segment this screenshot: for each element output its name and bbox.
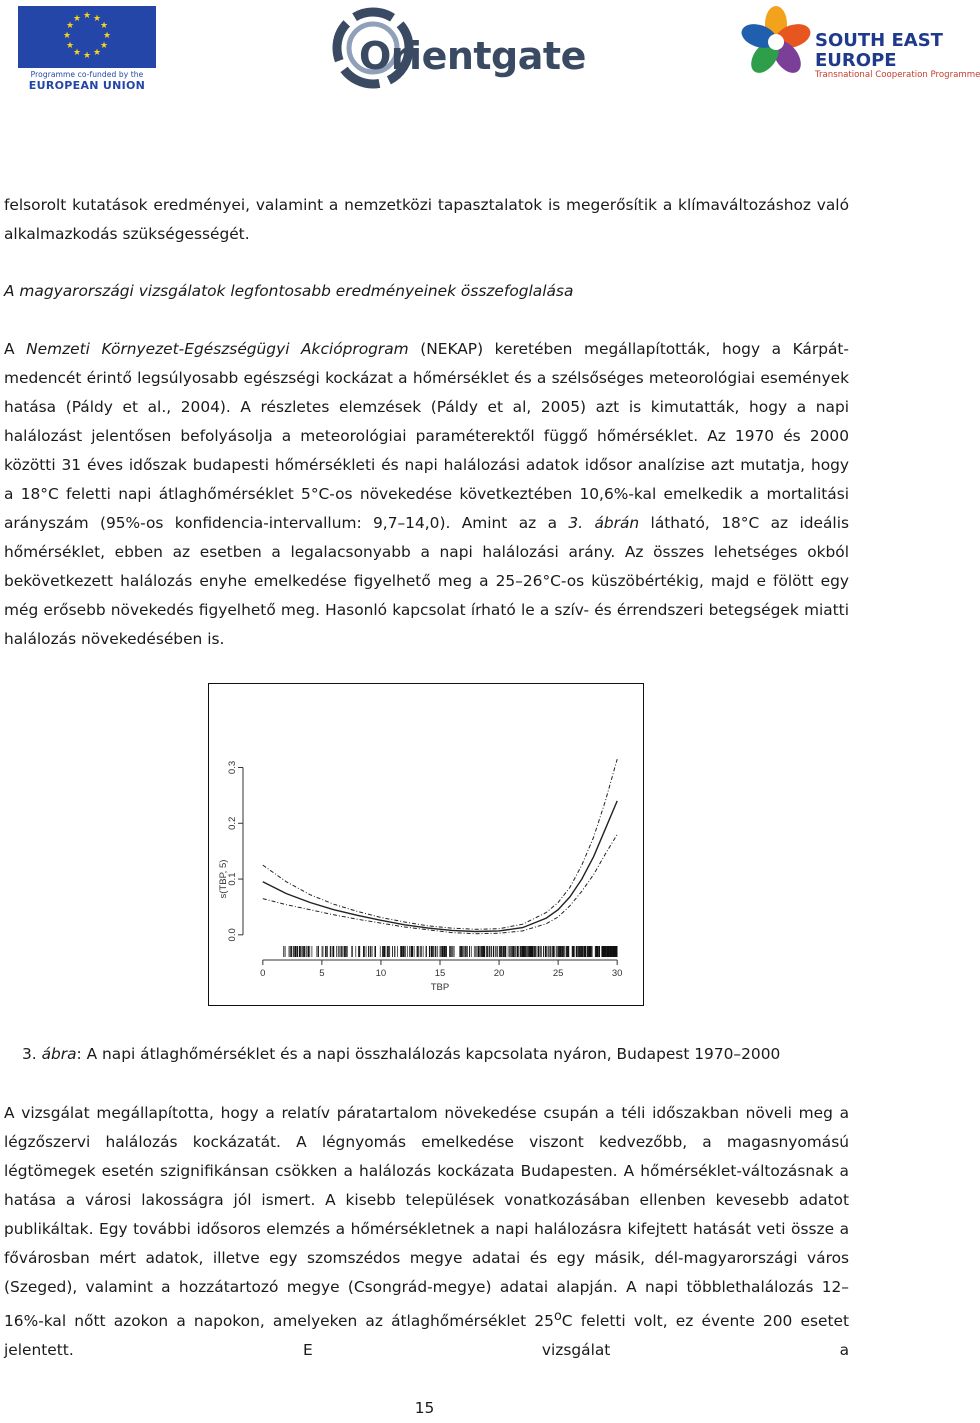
svg-text:★: ★ (82, 51, 92, 61)
see-flower-icon (740, 2, 812, 90)
figure-caption (22, 1040, 780, 1069)
orientgate-wordmark: Orientgate (359, 34, 586, 78)
eu-logo (18, 6, 156, 91)
x-tick-label: 5 (319, 968, 325, 979)
eu-caption-line2: EUROPEAN UNION (28, 79, 146, 92)
see-logo (740, 2, 980, 92)
x-tick-label: 10 (375, 968, 387, 979)
y-tick-label: 0.3 (227, 760, 238, 775)
orientgate-logo (333, 4, 586, 92)
paragraph-3 (4, 1099, 849, 1365)
x-tick-label: 30 (611, 968, 623, 979)
y-tick-label: 0.1 (227, 872, 238, 886)
p3-body: A vizsgálat megállapította, hogy a relatív páratartalom növekedése csupán a téli időszakban növeli meg a légzőszervi halálozás kockázatát. A légnyomás emelkedése viszont kedvezőbb, a magasnyomású légtömegek esetén szignifikánsan csökken a halálozás kockázata Budapesten. A hőmérséklet-változásnak a hatása a városi lakosságra jól ismert. A kisebb települések vonatkozásában ellenben kevesebb adatot publikáltak. Egy további idősoros elemzés a hőmérsékletnek a napi halálozásra kifejtett hatását veti össze a fővárosban mért adatok, illetve egy szomszédos megye adatai és egy másik, dél-magyarországi város (Szeged), valamint a hozzátartozó megye (Csongrád-megye) adatai alapján. A napi többlethalálozás 12–16%-kal nőtt azokon a napokon, amelyeken az átlaghőmérséklet 25 (4, 1104, 849, 1331)
x-tick-label: 25 (552, 968, 564, 979)
svg-text:★: ★ (99, 21, 109, 31)
svg-text:★: ★ (99, 41, 109, 51)
svg-text:★: ★ (92, 14, 102, 24)
x-tick-label: 15 (434, 968, 446, 979)
p2-program-name: Nemzeti Környezet-Egészségügyi Akcióprogram (26, 340, 409, 358)
y-tick-label: 0.0 (227, 928, 238, 942)
p2-body-end: látható, 18°C az ideális hőmérséklet, ebben az esetben a legalacsonyabb a napi halálozási arány. Az összes lehetséges okból bekövetkezett halálozás enyhe emelkedése figyelhető meg a 25–26°C-os küszöbértékig, majd e fölött egy még erősebb növekedés figyelhető meg. Hasonló kapcsolat írható le a szív- és érrendszeri betegségek miatti halálozás növekedésében is. (4, 514, 849, 648)
figure-temperature-mortality-chart (208, 683, 644, 1006)
see-subtitle: Transnational Cooperation Programme (815, 70, 980, 80)
paragraph-2 (4, 335, 849, 654)
svg-text:★: ★ (65, 21, 75, 31)
caption-text: : A napi átlaghőmérséklet és a napi összhalálozás kapcsolata nyáron, Budapest 1970–2000 (76, 1045, 781, 1063)
caption-label: ábra (41, 1045, 77, 1063)
eu-caption-line1: Programme co-funded by the (30, 70, 144, 79)
caption-number: 3. (22, 1045, 42, 1063)
eu-flag-icon (18, 6, 156, 68)
y-tick-label: 0.2 (227, 816, 238, 830)
x-axis-label: TBP (430, 982, 450, 993)
confidence-band-line (263, 834, 617, 933)
svg-text:★: ★ (62, 31, 72, 41)
see-title-line2: EUROPE (815, 50, 897, 71)
svg-text:★: ★ (65, 41, 75, 51)
p2-figure-ref: 3. ábrán (568, 514, 640, 532)
section-heading: A magyarországi vizsgálatok legfontosabb eredményeinek összefoglalása (4, 282, 574, 300)
p3-body-end: C feletti volt, ez évente 200 esetet jelentett. E vizsgálat a (4, 1312, 850, 1360)
paragraph-1: felsorolt kutatások eredményei, valamint a nemzetközi tapasztalatok is megerősítik a klímaváltozáshoz való alkalmazkodás szükségességét. (4, 196, 849, 243)
chart-svg (209, 684, 645, 1007)
page-number: 15 (414, 1399, 435, 1417)
svg-text:★: ★ (82, 11, 92, 21)
svg-text:★: ★ (72, 48, 82, 58)
svg-text:★: ★ (102, 31, 112, 41)
p2-body: (NEKAP) keretében megállapították, hogy a Kárpát-medencét érintő legsúlyosabb egészségi kockázat a hőmérséklet és a szélsőséges meteorológiai események hatása (Páldy et al., 2004). A részletes elemzések (Páldy et al, 2005) azt is kimutatták, hogy a napi halálozást jelentősen befolyásolja a meteorológiai paraméterektől függő hőmérséklet. Az 1970 és 2000 közötti 31 éves időszak budapesti hőmérsékleti és napi halálozási adatok idősor analízise azt mutatja, hogy a 18°C feletti napi átlaghőmérséklet 5°C-os növekedése következtében 10,6%-kal emelkedik a mortalitási arányszám (95%-os konfidencia-intervallum: 9,7–14,0). Amint az a (4, 340, 849, 532)
svg-text:★: ★ (72, 14, 82, 24)
see-title-line1: SOUTH EAST (815, 30, 943, 51)
p2-prefix: A (4, 340, 27, 358)
x-tick-label: 0 (260, 968, 266, 979)
svg-text:★: ★ (92, 48, 102, 58)
x-tick-label: 20 (493, 968, 505, 979)
y-axis-label: s(TBP, 5) (218, 859, 229, 899)
p3-degree: o (553, 1309, 562, 1324)
